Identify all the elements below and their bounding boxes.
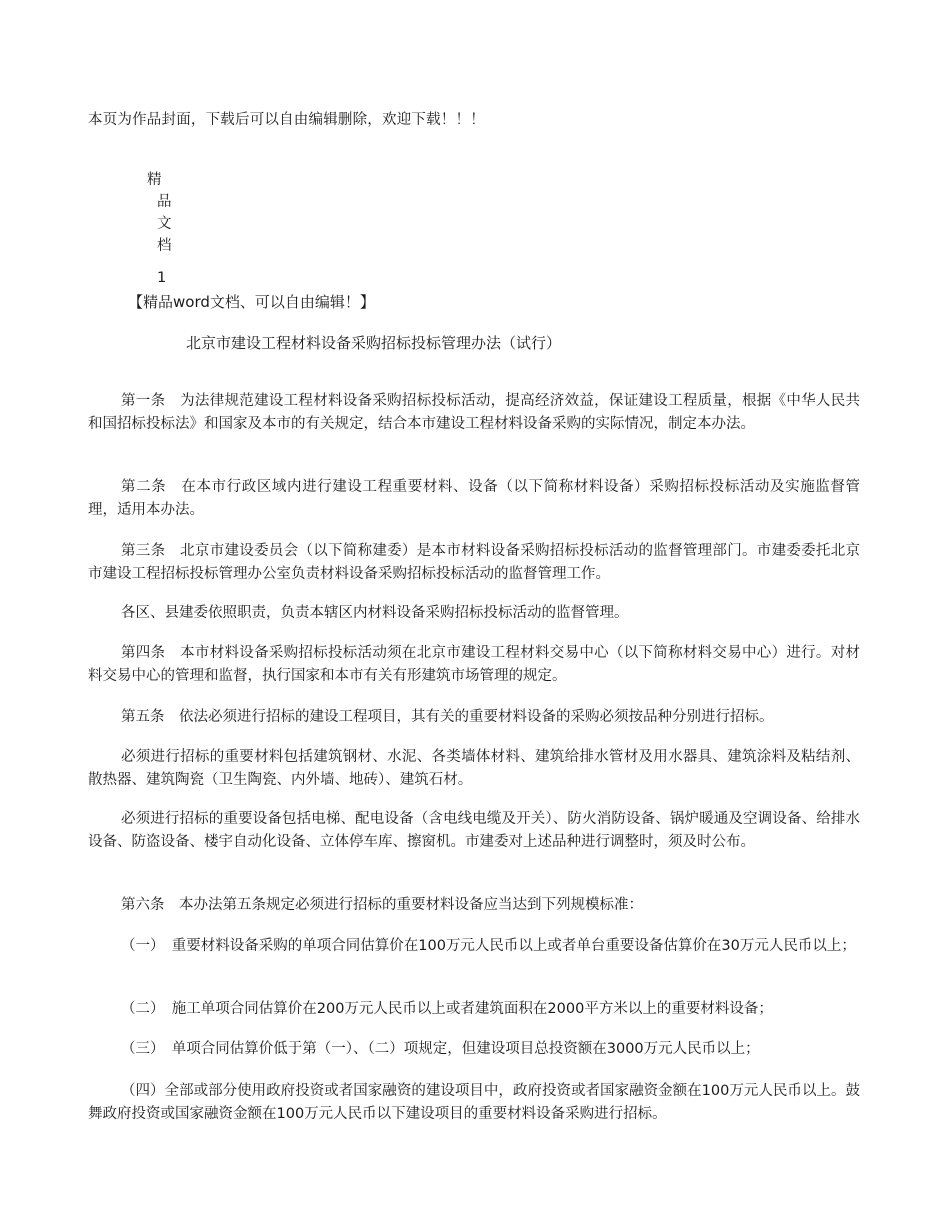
page-number: 1 xyxy=(157,270,167,286)
article-paragraph: （三） 单项合同估算价低于第（一）、（二）项规定，但建设项目总投资额在3000万元人民币以上； xyxy=(121,1041,760,1057)
article-paragraph: （四）全部或部分使用政府投资或者国家融资的建设项目中，政府投资或者国家融资金额在100万元人民币以上。鼓舞政府投资或国家融资金额在100万元人民币以下建设项目的重要材料设备采购进行招标。 xyxy=(88,1083,860,1122)
article-paragraph: （二） 施工单项合同估算价在200万元人民币以上或者建筑面积在2000平方米以上的重要材料设备； xyxy=(121,1001,773,1017)
cover-note: 本页为作品封面，下载后可以自由编辑删除，欢迎下载！！！ xyxy=(88,112,485,128)
article-paragraph: 各区、县建委依照职责，负责本辖区内材料设备采购招标投标活动的监督管理。 xyxy=(121,605,629,621)
vertical-label-char: 档 xyxy=(157,238,172,254)
article-paragraph: 第二条 在本市行政区域内进行建设工程重要材料、设备（以下简称材料设备）采购招标投标活动及实施监督管理，适用本办法。 xyxy=(88,479,860,518)
article-paragraph: 必须进行招标的重要设备包括电梯、配电设备（含电线电缆及开关）、防火消防设备、锅炉暖通及空调设备、给排水设备、防盗设备、楼宇自动化设备、立体停车库、擦窗机。市建委对上述品种进行调整时，须及时公布。 xyxy=(88,811,860,850)
vertical-label-char: 品 xyxy=(157,194,172,210)
article-paragraph: 第三条 北京市建设委员会（以下简称建委）是本市材料设备采购招标投标活动的监督管理部门。市建委委托北京市建设工程招标投标管理办公室负责材料设备采购招标投标活动的监督管理工作。 xyxy=(88,543,860,582)
vertical-label-char: 精 xyxy=(147,172,162,188)
article-paragraph: 第四条 本市材料设备采购招标投标活动须在北京市建设工程材料交易中心（以下简称材料交易中心）进行。对材料交易中心的管理和监督，执行国家和本市有关有形建筑市场管理的规定。 xyxy=(88,645,860,684)
article-paragraph: 必须进行招标的重要材料包括建筑钢材、水泥、各类墙体材料、建筑给排水管材及用水器具、建筑涂料及粘结剂、散热器、建筑陶瓷（卫生陶瓷、内外墙、地砖）、建筑石材。 xyxy=(88,749,860,788)
document-title: 北京市建设工程材料设备采购招标投标管理办法（试行） xyxy=(186,334,562,352)
article-paragraph: （一） 重要材料设备采购的单项合同估算价在100万元人民币以上或者单台重要设备估算价在30万元人民币以上； xyxy=(121,938,856,954)
article-paragraph: 第六条 本办法第五条规定必须进行招标的重要材料设备应当达到下列规模标准： xyxy=(121,897,643,913)
editable-banner: 【精品word文档、可以自由编辑！】 xyxy=(128,293,375,311)
vertical-label-char: 文 xyxy=(157,216,172,232)
article-paragraph: 第一条 为法律规范建设工程材料设备采购招标投标活动，提高经济效益，保证建设工程质量，根据《中华人民共和国招标投标法》和国家及本市的有关规定，结合本市建设工程材料设备采购的实际情况，制定本办法。 xyxy=(88,393,860,432)
article-paragraph: 第五条 依法必须进行招标的建设工程项目，其有关的重要材料设备的采购必须按品种分别进行招标。 xyxy=(121,709,774,725)
